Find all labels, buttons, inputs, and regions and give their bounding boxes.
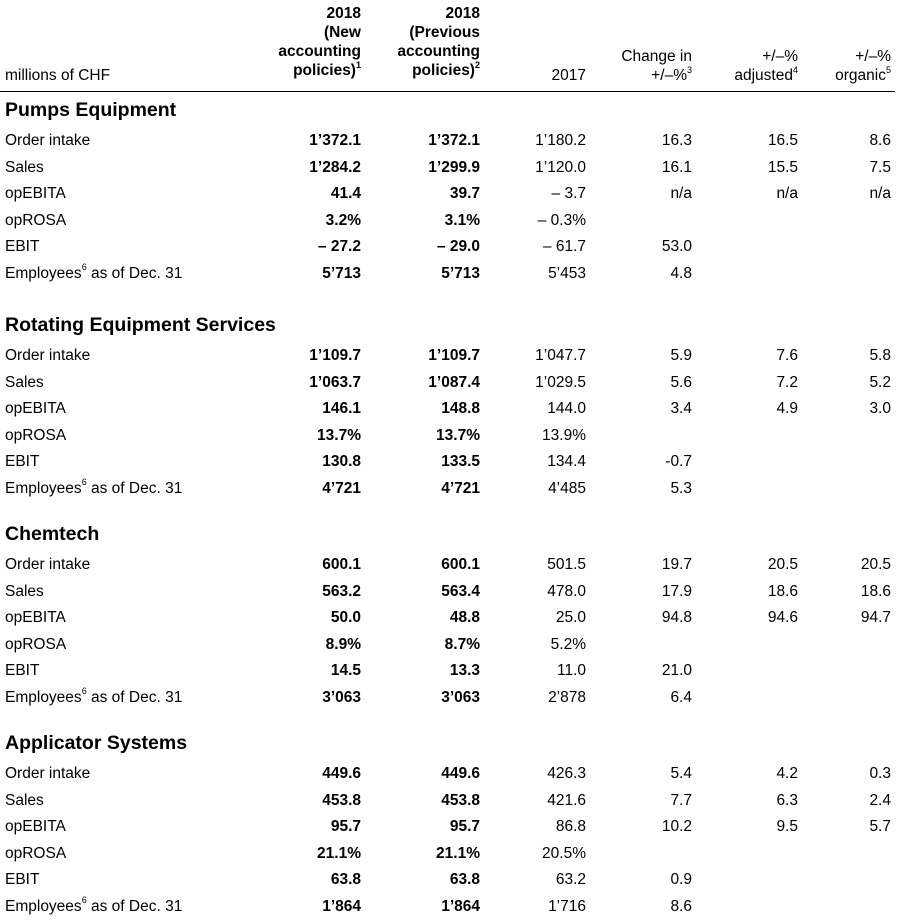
value-2018-prev: 39.7 [449, 185, 480, 202]
value-2017: 134.4 [547, 453, 586, 470]
footnote-marker: 6 [81, 686, 87, 697]
value-2018-prev: 1’372.1 [428, 132, 480, 149]
value-2018-new: 50.0 [330, 609, 361, 626]
value-change: 10.2 [661, 818, 692, 835]
value-2017: 63.2 [555, 871, 586, 888]
table-row [0, 423, 899, 449]
header-2018-prev-line1: (Previous [409, 24, 480, 41]
value-2018-new: 8.9% [325, 635, 361, 653]
table-row [0, 261, 899, 287]
value-2017: 501.5 [547, 556, 586, 573]
value-2018-prev: 3.1% [444, 211, 480, 229]
value-2017: 2’878 [548, 688, 586, 706]
value-2018-prev: 1’864 [441, 897, 480, 915]
value-2017: 1’180.2 [535, 132, 586, 149]
value-2018-prev: 5’713 [441, 264, 480, 282]
value-2018-new: 453.8 [322, 791, 361, 809]
value-2018-new: 1’109.7 [309, 347, 361, 364]
row-label: opEBITA [5, 818, 66, 835]
value-change: 4.8 [670, 264, 692, 282]
row-label: opEBITA [5, 400, 66, 417]
value-2018-prev: 48.8 [449, 609, 480, 626]
row-label: Order intake [5, 556, 91, 573]
header-divider [0, 91, 895, 92]
header-2018-prev [397, 4, 480, 80]
value-change: 5.9 [670, 347, 692, 364]
value-2018-prev: 4’721 [441, 479, 480, 497]
value-adjusted: 18.6 [767, 582, 798, 600]
value-2018-prev: 600.1 [441, 556, 480, 573]
table-row [0, 579, 899, 605]
row-label: Order intake [5, 765, 91, 782]
header-adjusted-line1: +/–% [762, 48, 798, 65]
table-row [0, 841, 899, 867]
value-adjusted: n/a [776, 185, 798, 202]
value-2018-prev: 13.3 [449, 662, 480, 679]
value-organic: 20.5 [860, 556, 891, 573]
section-title: Applicator Systems [5, 732, 188, 754]
section-title: Pumps Equipment [5, 99, 177, 121]
footnote-marker: 6 [81, 262, 87, 273]
header-adjusted [734, 47, 798, 85]
value-change: 7.7 [670, 791, 692, 809]
value-2018-new: 600.1 [322, 556, 361, 573]
value-2018-prev: 148.8 [441, 400, 480, 417]
row-label: opROSA [5, 426, 67, 444]
value-2017: 5.2% [550, 635, 586, 653]
row-label: Employees$^6$ as of Dec. 31 [5, 686, 183, 706]
value-change: 17.9 [661, 582, 692, 600]
value-change: 94.8 [661, 609, 692, 626]
value-organic: 5.2 [869, 373, 891, 391]
table-row [0, 208, 899, 234]
row-label: EBIT [5, 238, 40, 255]
value-organic: 94.7 [860, 609, 891, 626]
value-change: 5.3 [670, 479, 692, 497]
value-2018-new: 1’284.2 [309, 158, 361, 176]
value-organic: 2.4 [869, 791, 891, 809]
row-label: Employees$^6$ as of Dec. 31 [5, 262, 183, 282]
table-row [0, 396, 899, 422]
row-label: Sales [5, 791, 44, 809]
value-2018-prev: 8.7% [444, 635, 480, 653]
value-change: 53.0 [661, 238, 692, 255]
row-label: Order intake [5, 347, 91, 364]
value-change: 8.6 [670, 897, 692, 915]
section-title: Rotating Equipment Services [5, 314, 276, 336]
value-2017: 426.3 [547, 765, 586, 782]
header-2018-new [278, 4, 361, 80]
table-row [0, 788, 899, 814]
table-row [0, 605, 899, 631]
value-2018-new: 3.2% [325, 211, 361, 229]
value-adjusted: 94.6 [767, 609, 798, 626]
table-row [0, 867, 899, 893]
value-2018-prev: 1’109.7 [428, 347, 480, 364]
value-adjusted: 7.2 [776, 373, 798, 391]
header-adjusted-line2: adjusted$^4$ [734, 64, 798, 84]
row-label: opEBITA [5, 609, 66, 626]
value-adjusted: 4.9 [776, 400, 798, 417]
value-organic: 0.3 [869, 765, 891, 782]
table-row [0, 234, 899, 260]
table-row [0, 685, 899, 711]
value-adjusted: 4.2 [776, 765, 798, 782]
value-change: 19.7 [661, 556, 692, 573]
value-2018-new: 1’063.7 [309, 373, 361, 391]
value-adjusted: 9.5 [776, 818, 798, 835]
value-2017: 1’120.0 [535, 158, 586, 176]
header-change-line1: Change in [621, 48, 692, 65]
value-2018-new: 4’721 [322, 479, 361, 497]
header-2018-new-line1: (New [323, 24, 361, 41]
value-2018-new: 95.7 [330, 818, 361, 835]
value-organic: 5.7 [869, 818, 891, 835]
value-2018-prev: 1’087.4 [428, 373, 480, 391]
value-change: 5.4 [670, 765, 692, 782]
header-organic-line2: organic$^5$ [835, 64, 891, 84]
header-organic [835, 47, 891, 85]
value-2017: 4’485 [548, 479, 586, 497]
header-2018-prev-line2: accounting [397, 43, 480, 60]
value-2018-new: 14.5 [330, 662, 361, 679]
value-adjusted: 16.5 [767, 132, 798, 149]
value-2018-new: 146.1 [322, 400, 361, 417]
header-row-label: millions of CHF [5, 67, 111, 84]
row-label: opROSA [5, 844, 67, 862]
header-2018-prev-year: 2018 [445, 5, 480, 22]
row-label: opROSA [5, 635, 67, 653]
value-change: 16.1 [661, 158, 692, 176]
header-organic-line1: +/–% [855, 48, 891, 65]
value-2018-new: 41.4 [330, 185, 361, 202]
value-2017: 478.0 [547, 582, 586, 600]
row-label: Sales [5, 373, 44, 391]
value-2017: 13.9% [542, 426, 586, 444]
table-header [0, 0, 899, 92]
table-row [0, 155, 899, 181]
value-2017: – 61.7 [542, 238, 586, 255]
value-2017: 1’047.7 [535, 347, 586, 364]
row-label: Sales [5, 582, 44, 600]
value-2018-new: 1’864 [322, 897, 361, 915]
footnote-marker: 6 [81, 477, 87, 488]
header-2018-new-line2: accounting [278, 43, 361, 60]
value-2017: 144.0 [547, 400, 586, 417]
footnote-marker: 6 [81, 895, 87, 906]
value-2017: 1’029.5 [535, 373, 586, 391]
value-2018-new: 1’372.1 [309, 132, 361, 149]
row-label: Sales [5, 158, 44, 176]
table-row [0, 894, 899, 920]
value-2018-new: 449.6 [322, 765, 361, 782]
table-row [0, 552, 899, 578]
value-2017: 5’453 [548, 264, 586, 282]
value-2018-prev: 133.5 [441, 453, 480, 470]
table-row [0, 370, 899, 396]
value-2018-prev: 21.1% [436, 844, 480, 862]
value-2017: 20.5% [542, 844, 586, 862]
row-label: Employees$^6$ as of Dec. 31 [5, 477, 183, 497]
table-row [0, 814, 899, 840]
value-change: n/a [670, 185, 692, 202]
row-label: Employees$^6$ as of Dec. 31 [5, 895, 183, 915]
header-2018-prev-line3: policies)$^2$ [412, 59, 480, 79]
value-2018-prev: 63.8 [449, 871, 480, 888]
value-2018-prev: 563.4 [441, 582, 480, 600]
row-label: Order intake [5, 132, 91, 149]
value-2018-prev: 453.8 [441, 791, 480, 809]
value-2018-prev: 3’063 [441, 688, 480, 706]
value-change: 5.6 [670, 373, 692, 391]
value-adjusted: 15.5 [767, 158, 798, 176]
header-2018-new-line3: policies)$^1$ [293, 59, 361, 79]
value-adjusted: 7.6 [776, 347, 798, 364]
value-organic: 5.8 [869, 347, 891, 364]
value-adjusted: 20.5 [767, 556, 798, 573]
value-change: -0.7 [665, 453, 692, 470]
value-2018-new: 5’713 [322, 264, 361, 282]
value-2018-new: 21.1% [317, 844, 361, 862]
value-2017: 421.6 [547, 791, 586, 809]
header-change [621, 47, 692, 85]
value-adjusted: 6.3 [776, 791, 798, 809]
value-organic: 18.6 [860, 582, 891, 600]
value-2017: 25.0 [555, 609, 586, 626]
table-row [0, 449, 899, 475]
value-2017: 1’716 [548, 897, 586, 915]
value-2018-prev: 13.7% [436, 426, 480, 444]
value-2018-new: 130.8 [322, 453, 361, 470]
table-row [0, 476, 899, 502]
value-2017: – 0.3% [537, 211, 586, 229]
row-label: EBIT [5, 871, 40, 888]
value-change: 0.9 [670, 871, 692, 888]
header-change-line2: +/–%$^3$ [651, 64, 692, 84]
table-row [0, 128, 899, 154]
row-label: EBIT [5, 662, 40, 679]
table-row [0, 343, 899, 369]
value-organic: 8.6 [869, 132, 891, 149]
value-change: 6.4 [670, 688, 692, 706]
value-2017: 86.8 [555, 818, 586, 835]
table-row [0, 181, 899, 207]
row-label: opROSA [5, 211, 67, 229]
row-label: EBIT [5, 453, 40, 470]
table-row [0, 761, 899, 787]
value-2018-prev: 449.6 [441, 765, 480, 782]
value-change: 21.0 [661, 662, 692, 679]
value-organic: 7.5 [869, 158, 891, 176]
value-2018-new: 3’063 [322, 688, 361, 706]
row-label: opEBITA [5, 185, 66, 202]
value-2018-new: 563.2 [322, 582, 361, 600]
value-2018-prev: 95.7 [449, 818, 480, 835]
value-2017: – 3.7 [551, 185, 586, 202]
value-2017: 11.0 [556, 662, 586, 679]
section-title: Chemtech [5, 523, 100, 545]
header-2017: 2017 [551, 67, 586, 84]
table-row [0, 658, 899, 684]
value-2018-new: – 27.2 [317, 238, 361, 255]
value-organic: 3.0 [869, 400, 891, 417]
value-2018-new: 13.7% [317, 426, 361, 444]
value-organic: n/a [869, 185, 891, 202]
value-change: 16.3 [661, 132, 692, 149]
value-change: 3.4 [670, 400, 692, 417]
value-2018-new: 63.8 [330, 871, 361, 888]
value-2018-prev: 1’299.9 [428, 158, 480, 176]
value-2018-prev: – 29.0 [436, 238, 480, 255]
table-row [0, 632, 899, 658]
header-2018-new-year: 2018 [326, 5, 361, 22]
